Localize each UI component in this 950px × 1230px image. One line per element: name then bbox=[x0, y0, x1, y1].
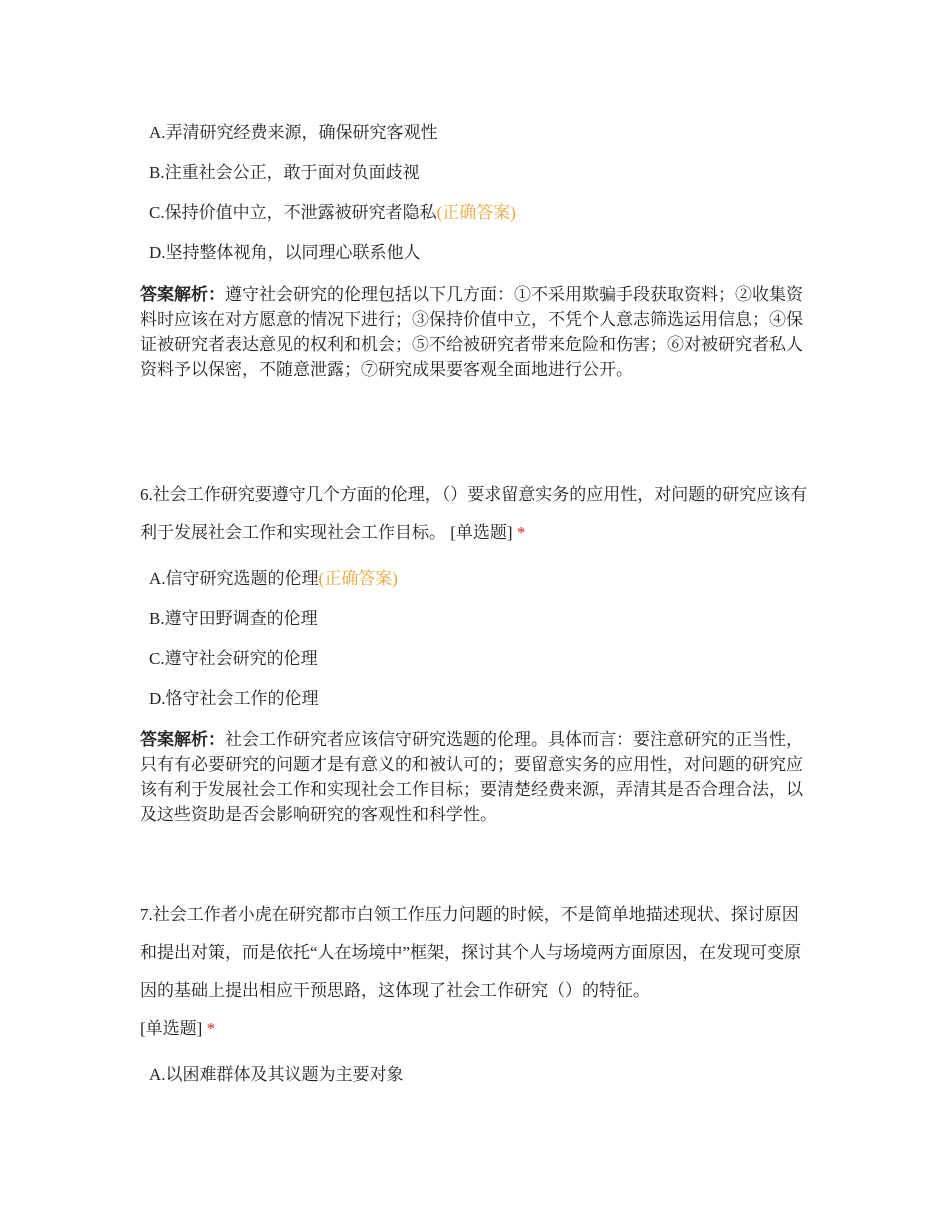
q5-option-c[interactable] bbox=[149, 202, 516, 224]
question-type: [单选题] bbox=[450, 523, 513, 542]
q5-option-d[interactable] bbox=[149, 242, 421, 264]
question-type: [单选题] bbox=[140, 1019, 203, 1038]
analysis-text: 社会工作研究者应该信守研究选题的伦理。具体而言：要注意研究的正当性，只有有必要研究的问题才是有意义的和被认可的；要留意实务的应用性，对问题的研究应该有利于发展社会工作和实现社会工作目标；要清楚经费来源，弄清其是否合理合法，以及这些资助是否会影响研究的客观性和科学性。 bbox=[140, 730, 803, 824]
option-text: B.注重社会公正，敢于面对负面歧视 bbox=[149, 163, 420, 182]
question-text: 6.社会工作研究要遵守几个方面的伦理，（）要求留意实务的应用性，对问题的研究应该有利于发展社会工作和实现社会工作目标。 bbox=[140, 485, 808, 542]
q6-answer-analysis bbox=[140, 727, 815, 827]
q6-option-a[interactable] bbox=[149, 568, 398, 590]
analysis-label: 答案解析： bbox=[140, 285, 225, 304]
option-text: C.遵守社会研究的伦理 bbox=[149, 649, 318, 668]
option-text: A.弄清研究经费来源，确保研究客观性 bbox=[149, 123, 438, 142]
q6-option-d[interactable] bbox=[149, 688, 319, 710]
q7-option-a[interactable] bbox=[149, 1064, 404, 1086]
q5-answer-analysis bbox=[140, 282, 815, 382]
option-text: B.遵守田野调查的伦理 bbox=[149, 609, 318, 628]
analysis-label: 答案解析： bbox=[140, 730, 225, 749]
q6-option-b[interactable] bbox=[149, 608, 318, 630]
option-text: D.坚持整体视角，以同理心联系他人 bbox=[149, 243, 421, 262]
required-mark: * bbox=[206, 1019, 216, 1038]
option-text: A.信守研究选题的伦理 bbox=[149, 569, 319, 588]
option-text: C.保持价值中立，不泄露被研究者隐私 bbox=[149, 203, 437, 222]
required-mark: * bbox=[516, 523, 526, 542]
q5-option-a[interactable] bbox=[149, 122, 438, 144]
q6-stem bbox=[140, 476, 815, 552]
q7-stem bbox=[140, 896, 815, 1048]
option-text: A.以困难群体及其议题为主要对象 bbox=[149, 1065, 404, 1084]
analysis-text: 遵守社会研究的伦理包括以下几方面：①不采用欺骗手段获取资料；②收集资料时应该在对方愿意的情况下进行；③保持价值中立，不凭个人意志筛选运用信息；④保证被研究者表达意见的权利和机会；⑤不给被研究者带来危险和伤害；⑥对被研究者私人资料予以保密，不随意泄露；⑦研究成果要客观全面地进行公开。 bbox=[140, 285, 803, 379]
correct-answer-mark: (正确答案) bbox=[436, 203, 516, 222]
q6-option-c[interactable] bbox=[149, 648, 318, 670]
option-text: D.恪守社会工作的伦理 bbox=[149, 689, 319, 708]
correct-answer-mark: (正确答案) bbox=[318, 569, 398, 588]
question-text: 7.社会工作者小虎在研究都市白领工作压力问题的时候，不是简单地描述现状、探讨原因和提出对策，而是依托“人在场境中”框架，探讨其个人与场境两方面原因，在发现可变原因的基础上提出相应干预思路，这体现了社会工作研究（）的特征。 bbox=[140, 905, 802, 1000]
q5-option-b[interactable] bbox=[149, 162, 420, 184]
